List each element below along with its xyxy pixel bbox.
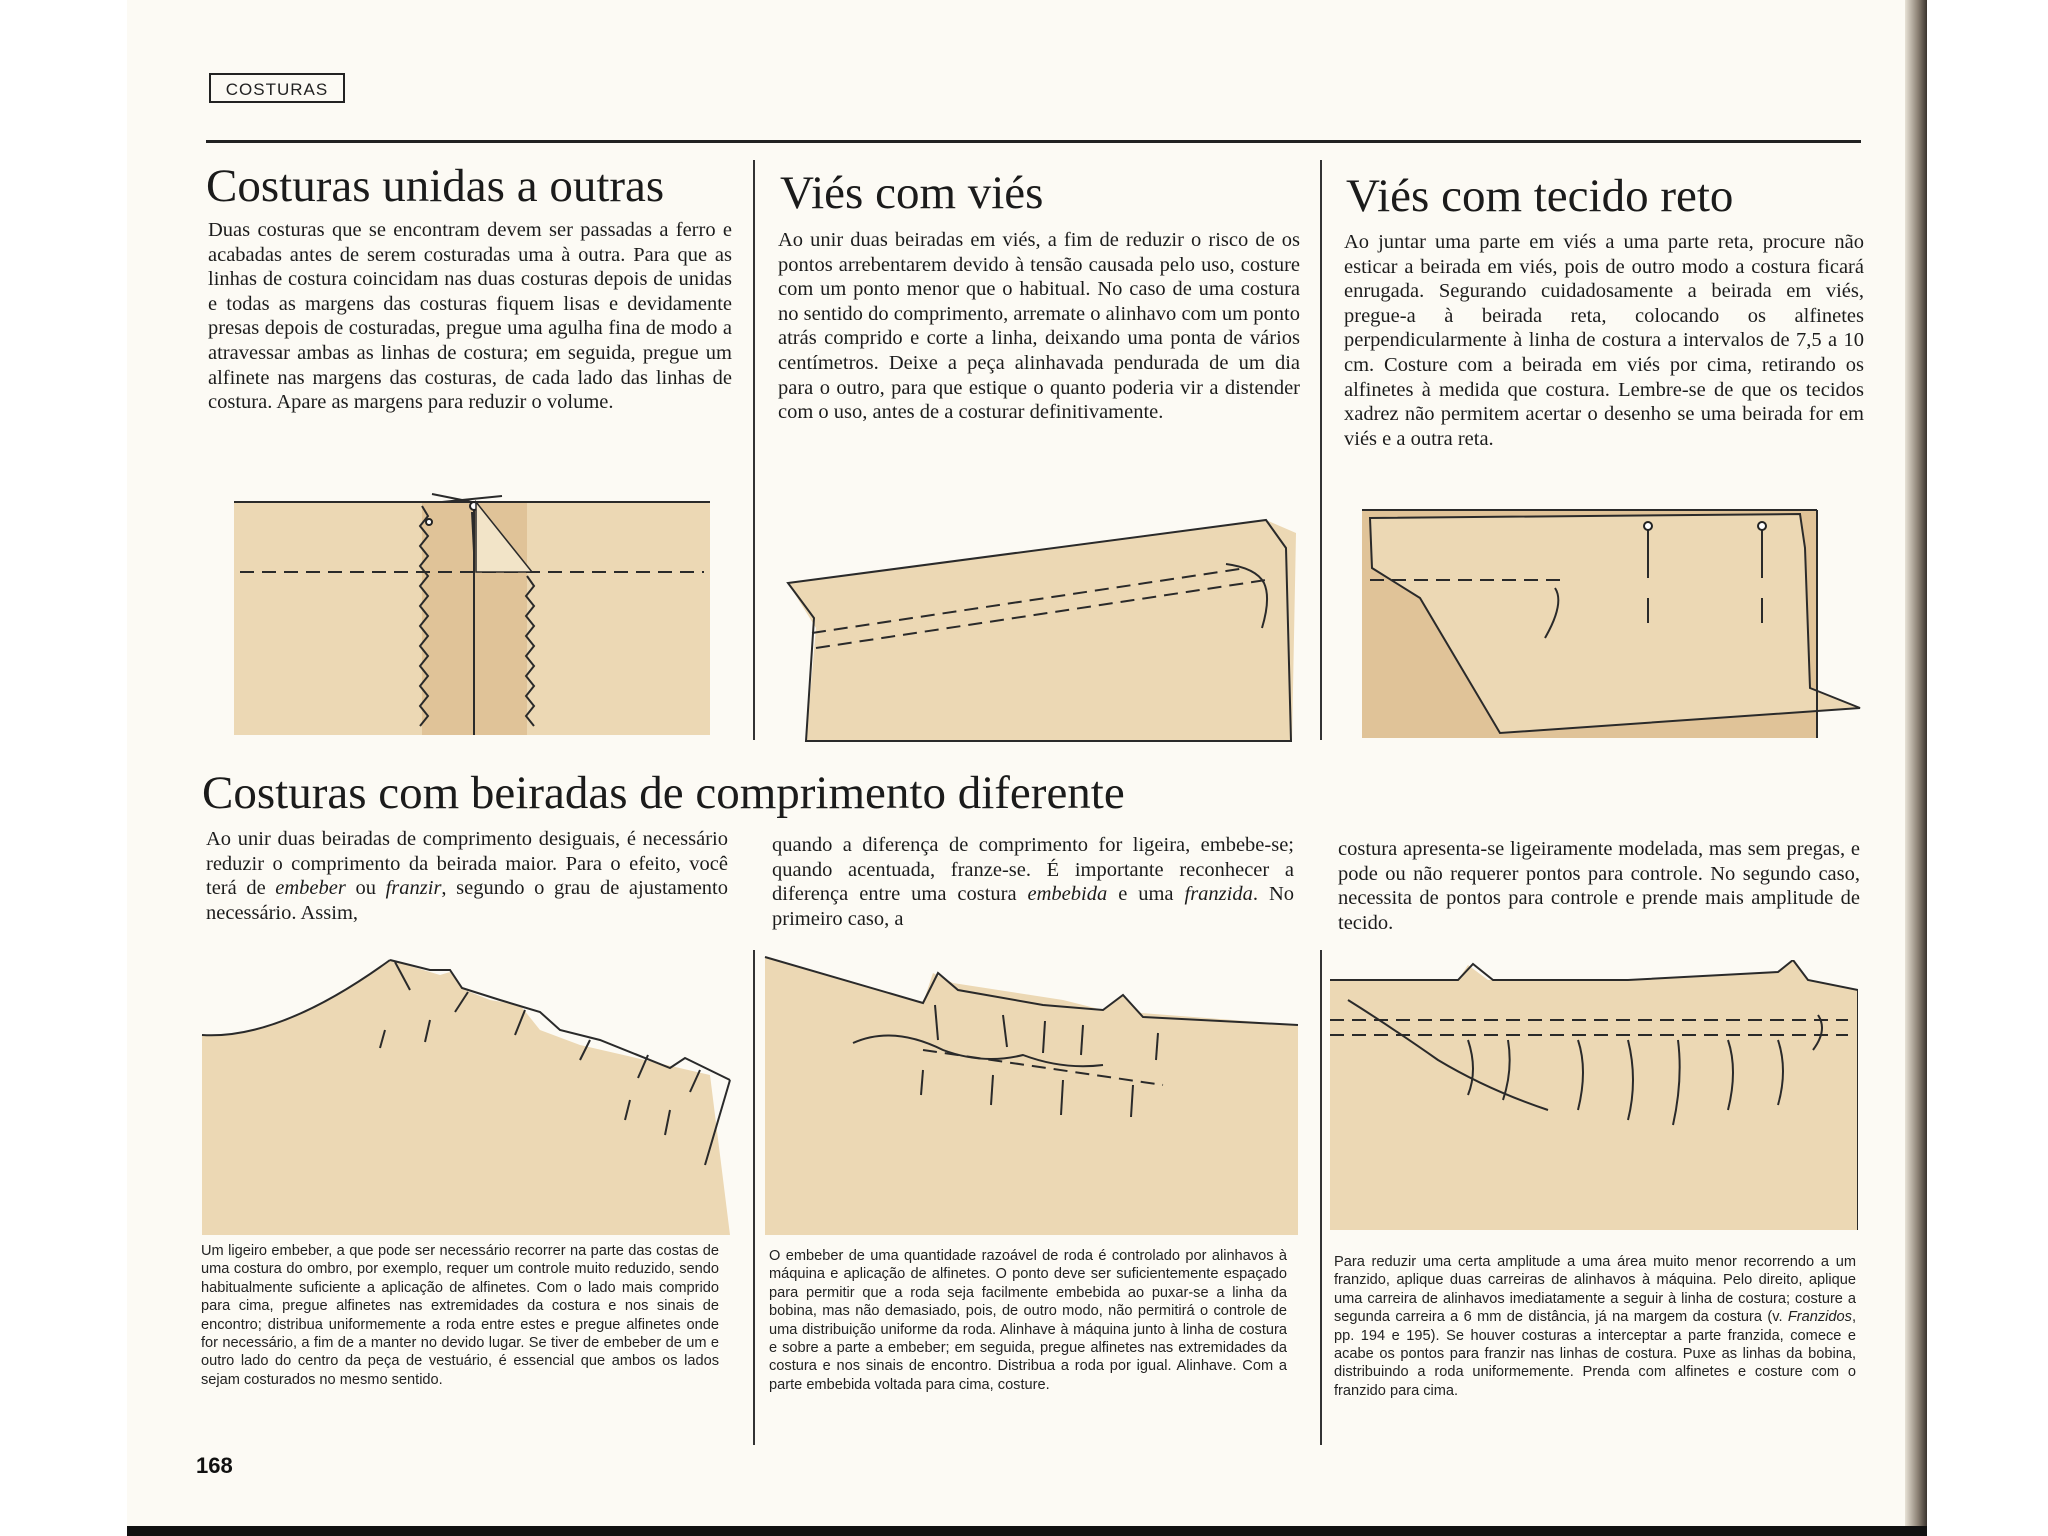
heading-beiradas-comprimento-diferente: Costuras com beiradas de comprimento diferente xyxy=(202,767,1125,819)
text-span: quando a diferença de comprimento for ligeira, embebe-se; quando acentuada, franze-se. É importante reconhecer a diferença entre uma costura xyxy=(772,834,1294,906)
figure-slight-ease-shoulder xyxy=(200,950,740,1235)
text-beiradas-p1 xyxy=(206,827,728,925)
heading-vies-com-tecido-reto: Viés com tecido reto xyxy=(1346,170,1734,222)
figure-bias-with-bias xyxy=(786,508,1306,743)
text-beiradas-p3: costura apresenta-se ligeiramente modelada, mas sem pregas, e pode ou não requerer pontos para controle. No segundo caso, necessita de pontos para controle e prende mais amplitude de tecido. xyxy=(1338,838,1860,934)
emphasis-franzida: franzida xyxy=(1184,883,1253,906)
figure-considerable-ease xyxy=(763,955,1303,1235)
caption-considerable-ease: O embeber de uma quantidade razoável de roda é controlado por alinhavos à máquina e aplicação de alfinetes. O ponto deve ser suficientemente espaçado para permitir que a roda seja facilmente embebida ao puxar-se a linha da bobina, mas não demasiado, pois, de outro modo, não permitirá o controle de uma distribuição uniforme da roda. Alinhave à máquina junto à linha de costura e sobre a parte a embeber; em seguida, pregue alfinetes nas extremidades da costura e nos sinais de encontro. Distribua a roda por igual. Alinhave. Com a parte embebida voltada para cima, costure. xyxy=(769,1248,1287,1393)
text-vies-com-vies: Ao unir duas beiradas em viés, a fim de reduzir o risco de os pontos arrebentarem devido à tensão causada pelo uso, costure com um ponto menor que o habitual. No caso de uma costura no sentido do comprimento, arremate o alinhavo com um ponto atrás comprido e corte a linha, deixando uma ponta de vários centímetros. Deixe a peça alinhavada pendurada de um dia para o outro, para que estique o quanto poderia vir a distender com o uso, antes de a costurar definitivamente. xyxy=(778,229,1300,424)
text-span: Ao unir duas beiradas de comprimento desiguais, é necessário reduzir o comprimento da beirada maior. Para o efeito, você terá de xyxy=(206,828,728,900)
column-divider xyxy=(1320,160,1322,740)
emphasis-embeber: embeber xyxy=(275,877,346,900)
figure-bias-with-straight xyxy=(1360,508,1870,753)
figure-crossing-seams xyxy=(232,492,712,737)
column-divider xyxy=(753,160,755,740)
book-spine-shadow xyxy=(1905,0,1927,1526)
heading-vies-com-vies: Viés com viés xyxy=(780,167,1044,219)
text-span: ou xyxy=(345,877,386,900)
header-rule xyxy=(206,140,1861,143)
caption-gathering xyxy=(1334,1253,1856,1400)
text-costuras-unidas: Duas costuras que se encontram devem ser passadas a ferro e acabadas antes de serem costuradas uma à outra. Para que as linhas de costura coincidam nas duas costuras depois de unidas e todas as margens das costuras fiquem lisas e devidamente presas depois de costuradas, pregue uma agulha fina de modo a atravessar ambas as linhas de costura; em seguida, pregue um alfinete nas margens das costuras, de cada lado das linhas de costura. Apare as margens para reduzir o volume. xyxy=(208,219,732,414)
text-span: e uma xyxy=(1107,883,1185,906)
emphasis-embebida: embebida xyxy=(1027,883,1108,906)
text-span: . No primeiro caso, a xyxy=(772,883,1294,930)
emphasis-franzir: franzir xyxy=(385,877,442,900)
section-label: COSTURAS xyxy=(209,73,345,103)
column-divider xyxy=(1320,950,1322,1445)
text-span: , segundo o grau de ajustamento necessário. Assim, xyxy=(206,877,728,924)
figure-gathering xyxy=(1328,960,1858,1230)
text-span: , pp. 194 e 195). Se houver costuras a interceptar a parte franzida, comece e acabe os pontos para franzir nas linhas de costura. Puxe as linhas da bobina, distribuindo a roda uniformemente. Prenda com alfinetes e costure com o franzido para cima. xyxy=(1334,1309,1856,1399)
heading-costuras-unidas: Costuras unidas a outras xyxy=(206,160,665,212)
column-divider xyxy=(753,950,755,1445)
page-bottom-edge xyxy=(127,1526,1927,1536)
text-beiradas-p2 xyxy=(772,833,1294,931)
emphasis-franzidos: Franzidos xyxy=(1787,1309,1852,1326)
page-number: 168 xyxy=(196,1453,233,1478)
caption-slight-ease: Um ligeiro embeber, a que pode ser necessário recorrer na parte das costas de uma costura do ombro, por exemplo, requer um controle muito reduzido, sendo habitualmente suficiente a aplicação de alfinetes. Com o lado mais comprido para cima, pregue alfinetes nas extremidades da costura e nos sinais de encontro; distribua uniformemente a roda entre estes e pregue alfinetes onde for necessário, a fim de a manter no devido lugar. Se tiver de embeber de um e outro lado do centro da peça de vestuário, é essencial que ambos os lados sejam costurados no mesmo sentido. xyxy=(201,1243,719,1388)
text-vies-com-tecido-reto: Ao juntar uma parte em viés a uma parte reta, procure não esticar a beirada em viés, pois de outro modo a costura ficará enrugada. Segurando cuidadosamente a beirada em viés, pregue-a à beirada reta, colocando os alfinetes perpendicularmente à linha de costura a intervalos de 7,5 a 10 cm. Costure com a beirada em viés por cima, retirando os alfinetes à medida que costura. Lembre-se de que os tecidos xadrez não permitem acertar o desenho se uma beirada for em viés e a outra reta. xyxy=(1344,231,1864,450)
text-span: Para reduzir uma certa amplitude a uma área muito menor recorrendo a um franzido, aplique duas carreiras de alinhavos à máquina. Pelo direito, aplique uma carreira de alinhavos imediatamente a seguir à linha de costura; costure a segunda carreira a 6 mm de distância, já na margem da costura (v. xyxy=(1334,1254,1856,1326)
